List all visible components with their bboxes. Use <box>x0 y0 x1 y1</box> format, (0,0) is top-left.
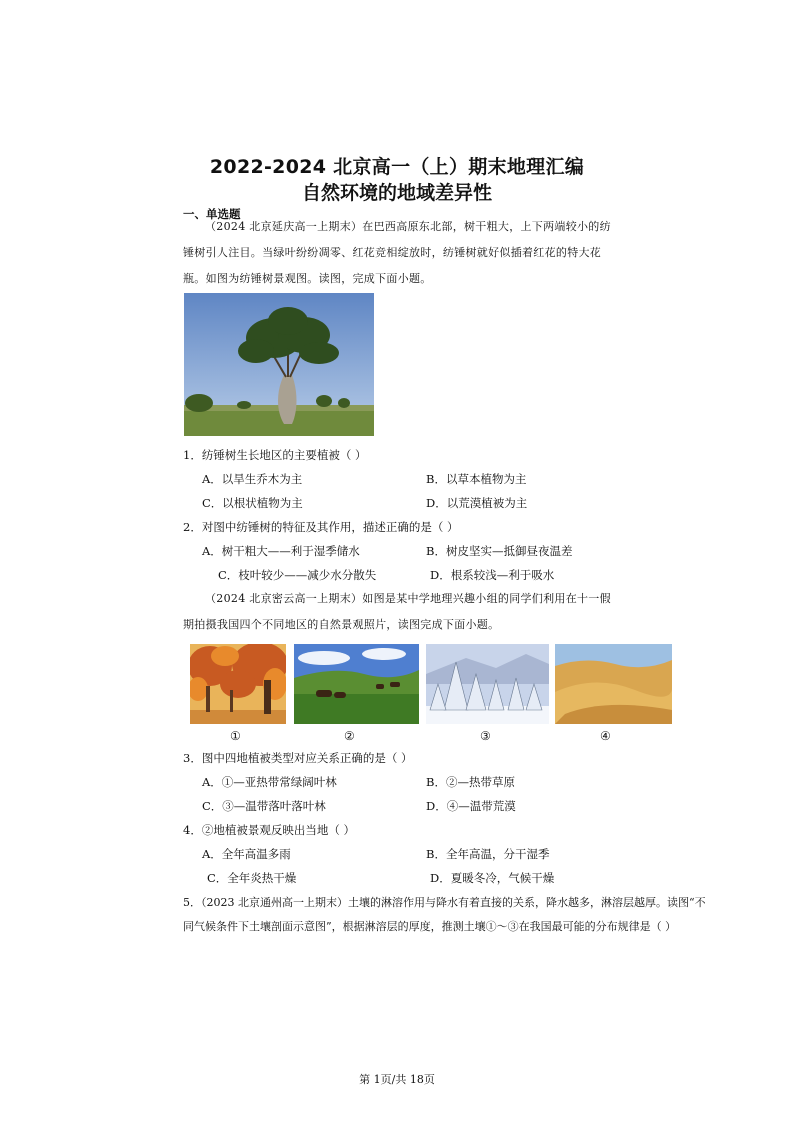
intro-paragraph-2: （2024 北京密云高一上期末）如图是某中学地理兴趣小组的同学们利用在十一假期拍摄我国四个不同地区的自然景观照片，读图完成下面小题。 <box>183 592 611 631</box>
question-1-option-c[interactable]: C．以根状植物为主 <box>202 496 303 510</box>
question-2-option-d[interactable]: D．根系较浅—利于吸水 <box>430 568 555 582</box>
question-3-stem: 3．图中四地植被类型对应关系正确的是（ ） <box>183 751 413 765</box>
question-1-option-d[interactable]: D．以荒漠植被为主 <box>426 496 528 510</box>
snow-forest-photo <box>426 644 549 724</box>
grassland-horses-photo <box>294 644 419 724</box>
document-subtitle: 自然环境的地域差异性 <box>301 182 492 204</box>
photo-label-2: ② <box>344 729 355 743</box>
document-title: 2022-2024 北京高一（上）期末地理汇编 <box>209 156 585 178</box>
question-3-option-c[interactable]: C．③—温带落叶落叶林 <box>202 799 326 813</box>
question-4-stem: 4．②地植被景观反映出当地（ ） <box>183 823 355 837</box>
photo-label-1: ① <box>230 729 241 743</box>
question-2-option-c[interactable]: C．枝叶较少——减少水分散失 <box>218 568 377 582</box>
question-1-option-a[interactable]: A．以旱生乔木为主 <box>202 472 303 486</box>
photo-label-3: ③ <box>480 729 491 743</box>
section-heading: 一、单选题 <box>183 207 241 221</box>
intro-paragraph-1: （2024 北京延庆高一上期末）在巴西高原东北部，树干粗大，上下两端较小的纺锤树引人注目。当绿叶纷纷凋零、红花竞相绽放时，纺锤树就好似插着红花的特大花瓶。如图为纺锤树景观图。读图，完成下面小题。 <box>183 220 611 285</box>
question-5-line-1: 5．（2023 北京通州高一上期末）土壤的淋溶作用与降水有着直接的关系，降水越多，淋溶层越厚。读图“不 <box>183 896 706 909</box>
question-1-option-b[interactable]: B．以草本植物为主 <box>426 472 527 486</box>
question-3-option-a[interactable]: A．①—亚热带常绿阔叶林 <box>202 775 337 789</box>
bottle-tree-photo <box>184 293 374 436</box>
question-5-line-2: 同气候条件下土壤剖面示意图”，根据淋溶层的厚度，推测土壤①～③在我国最可能的分布规律是（ ） <box>183 920 677 933</box>
question-2-stem: 2．对图中纺锤树的特征及其作用，描述正确的是（ ） <box>183 520 459 534</box>
question-2-option-b[interactable]: B．树皮坚实—抵御昼夜温差 <box>426 544 573 558</box>
autumn-forest-photo <box>190 644 286 724</box>
question-4-option-a[interactable]: A．全年高温多雨 <box>202 847 291 861</box>
question-4-option-d[interactable]: D．夏暖冬冷，气候干燥 <box>430 871 555 885</box>
question-2-option-a[interactable]: A．树干粗大——利于湿季储水 <box>202 544 360 558</box>
question-1-stem: 1．纺锤树生长地区的主要植被（ ） <box>183 448 367 462</box>
question-3-option-d[interactable]: D．④—温带荒漠 <box>426 799 516 813</box>
question-3-option-b[interactable]: B．②—热带草原 <box>426 775 515 789</box>
question-4-option-c[interactable]: C．全年炎热干燥 <box>207 871 297 885</box>
photo-label-4: ④ <box>600 729 611 743</box>
question-4-option-b[interactable]: B．全年高温，分干湿季 <box>426 847 550 861</box>
page-number-footer: 第 1页/共 18页 <box>359 1073 435 1086</box>
desert-dunes-photo <box>555 644 672 724</box>
